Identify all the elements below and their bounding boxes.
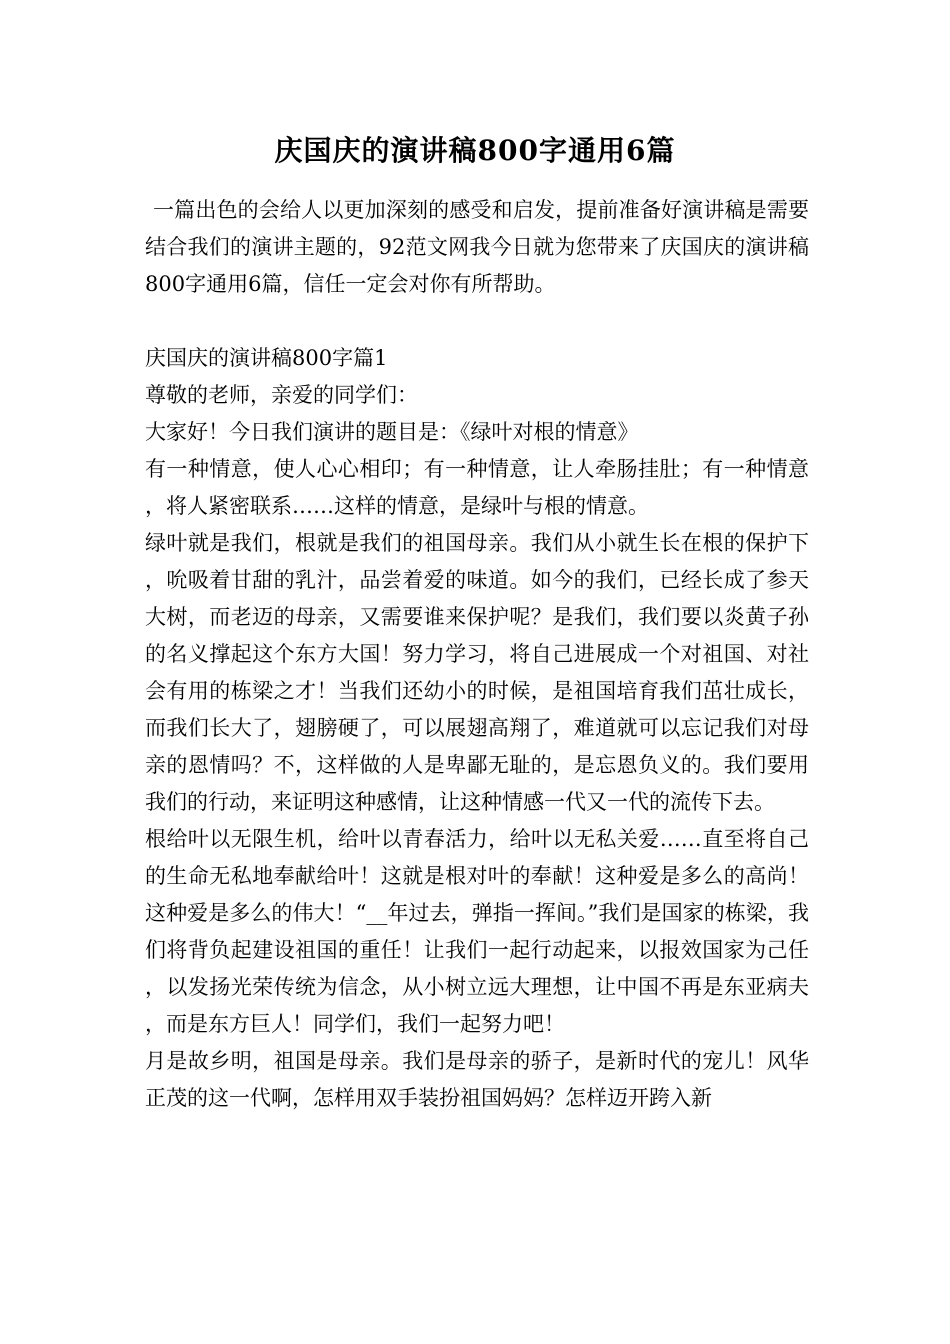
greeting-paragraph: 大家好！今日我们演讲的题目是：《绿叶对根的情意》	[145, 420, 639, 444]
body-paragraph: 月是故乡明，祖国是母亲。我们是母亲的骄子，是新时代的宠儿！风华正茂的这一代啊，怎样用双手装扮祖国妈妈？怎样迈开跨入新	[145, 1049, 809, 1110]
body-paragraph: 有一种情意，使人心心相印；有一种情意，让人牵肠挂肚；有一种情意，将人紧密联系……这样的情意，是绿叶与根的情意。	[145, 457, 809, 518]
intro-paragraph: 一篇出色的会给人以更加深刻的感受和启发，提前准备好演讲稿是需要结合我们的演讲主题的，92范文网我今日就为您带来了庆国庆的演讲稿800字通用6篇，信任一定会对你有所帮助。	[145, 198, 809, 296]
document-title: 庆国庆的演讲稿800字通用6篇	[274, 134, 676, 167]
document-body	[145, 192, 809, 1117]
paragraph-spacer	[145, 303, 809, 340]
body-paragraph: 根给叶以无限生机，给叶以青春活力，给叶以无私关爱……直至将自己的生命无私地奉献给叶！这就是根对叶的奉献！这种爱是多么的高尚！这种爱是多么的伟大！“__年过去，弹指一挥间。”我们是国家的栋梁，我们将背负起建设祖国的重任！让我们一起行动起来，以报效国家为己任，以发扬光荣传统为信念，从小树立远大理想，让中国不再是东亚病夫，而是东方巨人！同学们，我们一起努力吧！	[145, 827, 809, 1036]
body-paragraph: 绿叶就是我们，根就是我们的祖国母亲。我们从小就生长在根的保护下，吮吸着甘甜的乳汁，品尝着爱的味道。如今的我们，已经长成了参天大树，而老迈的母亲，又需要谁来保护呢？是我们，我们要以炎黄子孙的名义撑起这个东方大国！努力学习，将自己进展成一个对祖国、对社会有用的栋梁之才！当我们还幼小的时候，是祖国培育我们茁壮成长，而我们长大了，翅膀硬了，可以展翅高翔了，难道就可以忘记我们对母亲的恩情吗？不，这样做的人是卑鄙无耻的，是忘恩负义的。我们要用我们的行动，来证明这种感情，让这种情感一代又一代的流传下去。	[145, 531, 809, 814]
salutation-paragraph: 尊敬的老师，亲爱的同学们：	[145, 383, 418, 407]
section-heading: 庆国庆的演讲稿800字篇1	[145, 346, 388, 370]
